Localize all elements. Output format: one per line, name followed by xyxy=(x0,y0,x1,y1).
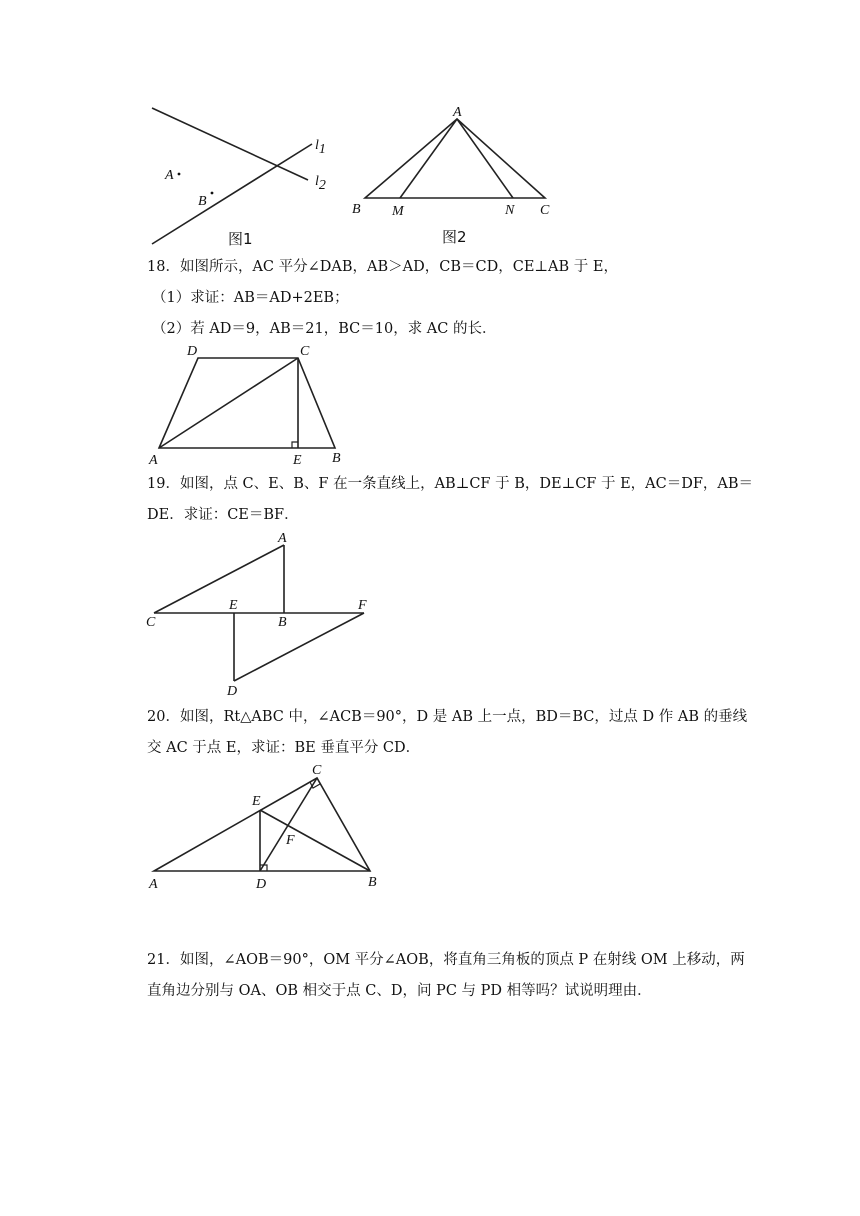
segment-an xyxy=(457,119,513,198)
point-a-dot xyxy=(178,173,181,176)
label-point-e: E xyxy=(252,794,261,809)
label-point-b: B xyxy=(352,202,361,217)
q19-stem-line2: DE．求证：CE＝BF． xyxy=(147,507,299,523)
label-point-a: A xyxy=(165,168,174,183)
label-point-b: B xyxy=(368,875,377,890)
segment-ac xyxy=(159,358,298,448)
label-point-b: B xyxy=(332,451,341,466)
q21-stem-line1 xyxy=(147,945,745,976)
q18-part1: （1）求证：AB＝AD+2EB； xyxy=(152,290,349,306)
q18-part2: （2）若 AD＝9，AB＝21，BC＝10，求 AC 的长． xyxy=(152,321,497,337)
figure-2-caption: 图2 xyxy=(442,228,467,246)
label-point-e: E xyxy=(293,453,302,468)
label-point-a: A xyxy=(278,531,287,546)
q21-stem-line2: 直角边分别与 OA、OB 相交于点 C、D，问 PC 与 PD 相等吗？试说明理由． xyxy=(147,983,652,999)
q20-figure xyxy=(140,758,390,893)
figure-1 xyxy=(140,100,340,250)
label-point-a: A xyxy=(453,105,462,120)
label-point-n: N xyxy=(505,203,515,218)
quadrilateral-abcd xyxy=(159,358,335,448)
label-point-f: F xyxy=(286,833,295,848)
label-point-a: A xyxy=(149,453,158,468)
label-point-c: C xyxy=(312,763,322,778)
q20-number: 20． xyxy=(147,709,180,725)
segment-cd xyxy=(260,778,317,871)
q18-stem-text: 如图所示，AC 平分∠DAB，AB＞AD，CB＝CD，CE⊥AB 于 E， xyxy=(179,259,618,275)
figure-2 xyxy=(345,105,565,245)
q20-stem-text: 如图，Rt△ABC 中，∠ACB＝90°，D 是 AB 上一点，BD＝BC，过点 D 作 AB 的垂线 xyxy=(179,709,748,725)
label-point-d: D xyxy=(187,344,198,359)
triangle-abc xyxy=(154,778,370,871)
q20-stem-line1 xyxy=(147,702,747,733)
label-l2: l2 xyxy=(315,174,326,193)
q19-figure xyxy=(140,525,380,700)
label-point-d: D xyxy=(256,877,267,892)
label-point-c: C xyxy=(146,615,156,630)
segment-am xyxy=(400,119,457,198)
line-l2 xyxy=(152,108,308,180)
q21-stem-text: 如图，∠AOB＝90°，OM 平分∠AOB，将直角三角板的顶点 P 在射线 OM 上移动，两 xyxy=(179,952,745,968)
label-point-e: E xyxy=(229,598,238,613)
q19-number: 19． xyxy=(147,476,180,492)
label-point-c: C xyxy=(540,203,550,218)
line-l1 xyxy=(152,144,312,244)
q21-number: 21． xyxy=(147,952,180,968)
figure-1-caption: 图1 xyxy=(228,230,253,248)
segment-df xyxy=(234,613,364,681)
q20-stem-line2: 交 AC 于点 E，求证：BE 垂直平分 CD． xyxy=(147,740,421,756)
label-point-d: D xyxy=(227,684,238,699)
label-point-m: M xyxy=(392,204,404,219)
label-point-f: F xyxy=(358,598,367,613)
label-point-a: A xyxy=(149,877,158,892)
q18-number: 18． xyxy=(147,259,180,275)
point-b-dot xyxy=(211,192,214,195)
q19-stem-text: 如图，点 C、E、B、F 在一条直线上，AB⊥CF 于 B，DE⊥CF 于 E，AC＝DF，AB＝ xyxy=(179,476,754,492)
label-point-b: B xyxy=(198,194,207,209)
label-point-c: C xyxy=(300,344,310,359)
triangle-abc xyxy=(365,119,545,198)
label-point-b: B xyxy=(278,615,287,630)
q18-figure xyxy=(145,340,365,470)
segment-ca xyxy=(154,545,284,613)
q18-stem xyxy=(147,252,618,283)
label-l1: l1 xyxy=(315,138,326,157)
right-angle-mark xyxy=(292,442,298,448)
q19-stem-line1 xyxy=(147,469,753,500)
